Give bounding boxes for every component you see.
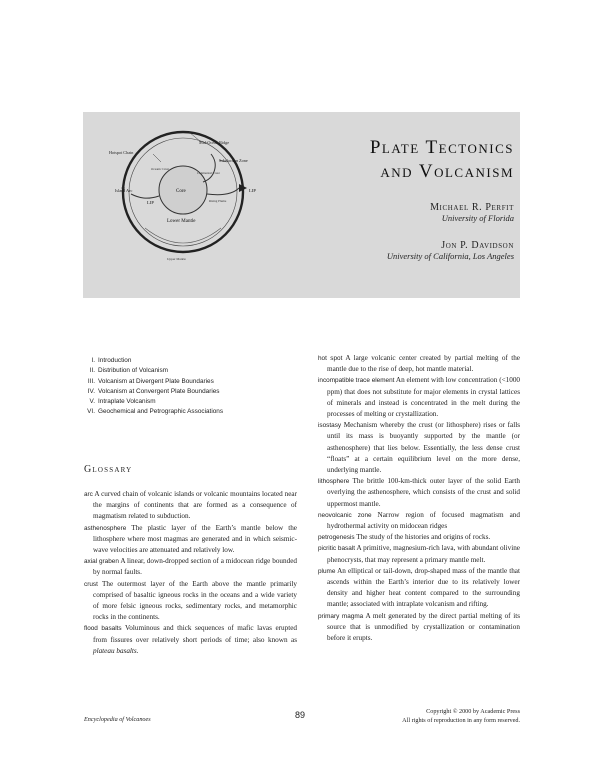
glossary-definition: A melt generated by the direct partial melting of its source that is unmodified by crystallization or contamination before it erupts. [327,611,520,643]
glossary-entry [318,476,520,510]
glossary-term: axial graben [84,558,119,566]
toc-number: III. [87,377,95,385]
article-title-line-2: and Volcanism [380,161,514,182]
glossary-term: hot spot [318,355,343,362]
glossary-entry [318,353,520,375]
glossary-entry [318,611,520,645]
label-mid-ocean-ridge: Mid-Ocean Ridge [199,140,230,145]
footer-source: Encyclopedia of Volcanoes [84,716,151,723]
glossary-entry [84,523,297,557]
article-title-line-1: Plate Tectonics [369,137,514,158]
glossary-heading: Glossary [84,464,133,475]
label-hotspot-chain: Hotspot Chain [109,150,134,155]
author-affiliation: University of Florida [441,213,514,223]
glossary-definition: Narrow region of focused magmatism and hydrothermal activity on midocean ridges [327,510,520,531]
glossary-entry [318,420,520,476]
glossary-term: plume [318,567,336,575]
toc-number: II. [89,367,95,375]
glossary-entry [318,510,520,532]
glossary-term: isostasy [318,422,342,430]
glossary-term: flood basalts [84,625,122,633]
glossary-definition: An elliptical or tail-down, drop-shaped mass of the mantle that ascends within the Earth’s interior due to its relatively lower density and higher heat content compared to the surrounding mantle; associated with intraplate volcanism and rifting. [327,566,520,609]
toc-item[interactable] [84,387,294,397]
glossary-term: asthenosphere [84,524,127,532]
label-core: Core [176,189,186,194]
hotspot-chain-leader [153,154,161,162]
glossary-definition: The plastic layer of the Earth’s mantle below the lithosphere where most magmas are generated and in which seismic-wave velocities are attenuated and relatively low. [93,523,297,555]
label-subduction-zone: Subduction Zone [219,158,248,163]
glossary-entry [84,579,297,624]
glossary-definition: The study of the histories and origins of rocks. [356,533,491,542]
glossary-term: picritic basalt [318,545,355,553]
label-upper-mantle: Upper Mantle [167,257,186,261]
author-affiliation: University of California, Los Angeles [386,251,514,261]
glossary-definition: An element with low concentration (<1000 ppm) that does not substitute for major elements in crystal lattices of minerals and instead is concentrated in the melt during the processes of melting or crystallization. [327,376,521,419]
glossary-entry [318,566,520,611]
label-island-arc: Island Arc [115,188,133,193]
toc-item[interactable] [84,377,294,387]
label-continental-crust: Continental Crust [197,171,220,175]
label-oceanic-crust: Oceanic Crust [151,167,170,171]
label-rising-plume: Rising Plume [209,199,227,203]
toc-item[interactable] [84,407,294,417]
glossary-definition: Mechanism whereby the crust (or lithosphere) rises or falls until its mass is buoyantly supported by the mantle (or asthenosphere) that lies below. Essentially, the less dense crust “floats” at a certain equilibrium level on the more dense, underlying mantle. [327,421,520,475]
label-lip-left: LIP [147,200,154,205]
earth-cross-section-figure [83,112,283,298]
glossary-entry [318,375,520,420]
author-name: Michael R. Perfit [430,202,514,213]
subduction-slab [203,154,215,182]
glossary-definition: Voluminous and thick sequences of mafic lavas erupted from fissures over relatively short periods of time; also known as [93,624,297,644]
toc-label: Introduction [98,357,132,364]
glossary-term: neovolcanic zone [318,511,372,519]
toc-item[interactable] [84,366,294,376]
glossary-term: crust [84,580,98,588]
glossary-definition: The outermost layer of the Earth above the mantle primarily comprised of basaltic igneous rocks in the oceans and a wide variety of more felsic igneous rocks, sedimentary rocks, and metamorphic rocks in the continents. [93,579,297,622]
toc-label: Volcanism at Divergent Plate Boundaries [98,377,214,385]
glossary-definition: The brittle 100-km-thick outer layer of the solid Earth overlying the asthenosphere, which consists of the crust and solid uppermost mantle. [327,477,520,508]
glossary-entry [84,623,297,657]
article-title-block [274,136,514,262]
glossary-definition: A large volcanic center created by partial melting of the mantle due to the rise of deep, hot mantle material. [327,354,520,374]
glossary-definition-italic: plateau basalts. [93,646,139,655]
oceanic-crust-arc [145,228,221,243]
toc-label: Distribution of Volcanism [98,367,168,375]
table-of-contents [84,356,294,418]
glossary-definition: A curved chain of volcanic islands or volcanic mountains located near the margins of continents that are formed as a consequence of magmatism related to subduction. [93,490,297,521]
glossary-column-left [84,489,297,657]
glossary-term: petrogenesis [318,534,355,542]
toc-number: V. [89,398,95,406]
glossary-entry [84,489,297,523]
footer-copyright [402,707,520,725]
rising-plume-left [131,194,159,198]
glossary-entry [318,532,520,543]
label-lip-right: LIP [249,188,256,193]
glossary-entry [84,556,297,578]
page-number: 89 [294,710,305,720]
glossary-entry [318,543,520,565]
glossary-term: primary magma [318,612,364,620]
rights-line: All rights of reproduction in any form reserved. [402,717,520,724]
toc-number: IV. [87,387,95,395]
glossary-term: incompatible trace element [318,377,395,385]
glossary-term: lithosphere [318,478,350,486]
label-lower-mantle: Lower Mantle [167,219,196,224]
glossary-definition: A linear, down-dropped section of a midocean ridge bounded by normal faults. [93,557,297,577]
toc-label: Volcanism at Convergent Plate Boundaries [98,387,220,395]
toc-number: VI. [87,408,95,416]
toc-number: I. [91,357,95,364]
plume-stem [207,188,239,195]
glossary-definition: A primitive, magnesium-rich lava, with abundant olivine phenocrysts, that may represent a primary mantle melt. [327,544,520,564]
toc-label: Geochemical and Petrographic Associations [98,408,224,416]
copyright-line: Copyright © 2000 by Academic Press [426,708,520,715]
toc-item[interactable] [84,397,294,407]
toc-item[interactable] [84,356,294,366]
glossary-column-right [318,353,520,644]
toc-label: Intraplate Volcanism [98,398,156,406]
author-name: Jon P. Davidson [441,240,514,251]
header-banner [83,112,520,298]
glossary-term: arc [84,491,93,498]
